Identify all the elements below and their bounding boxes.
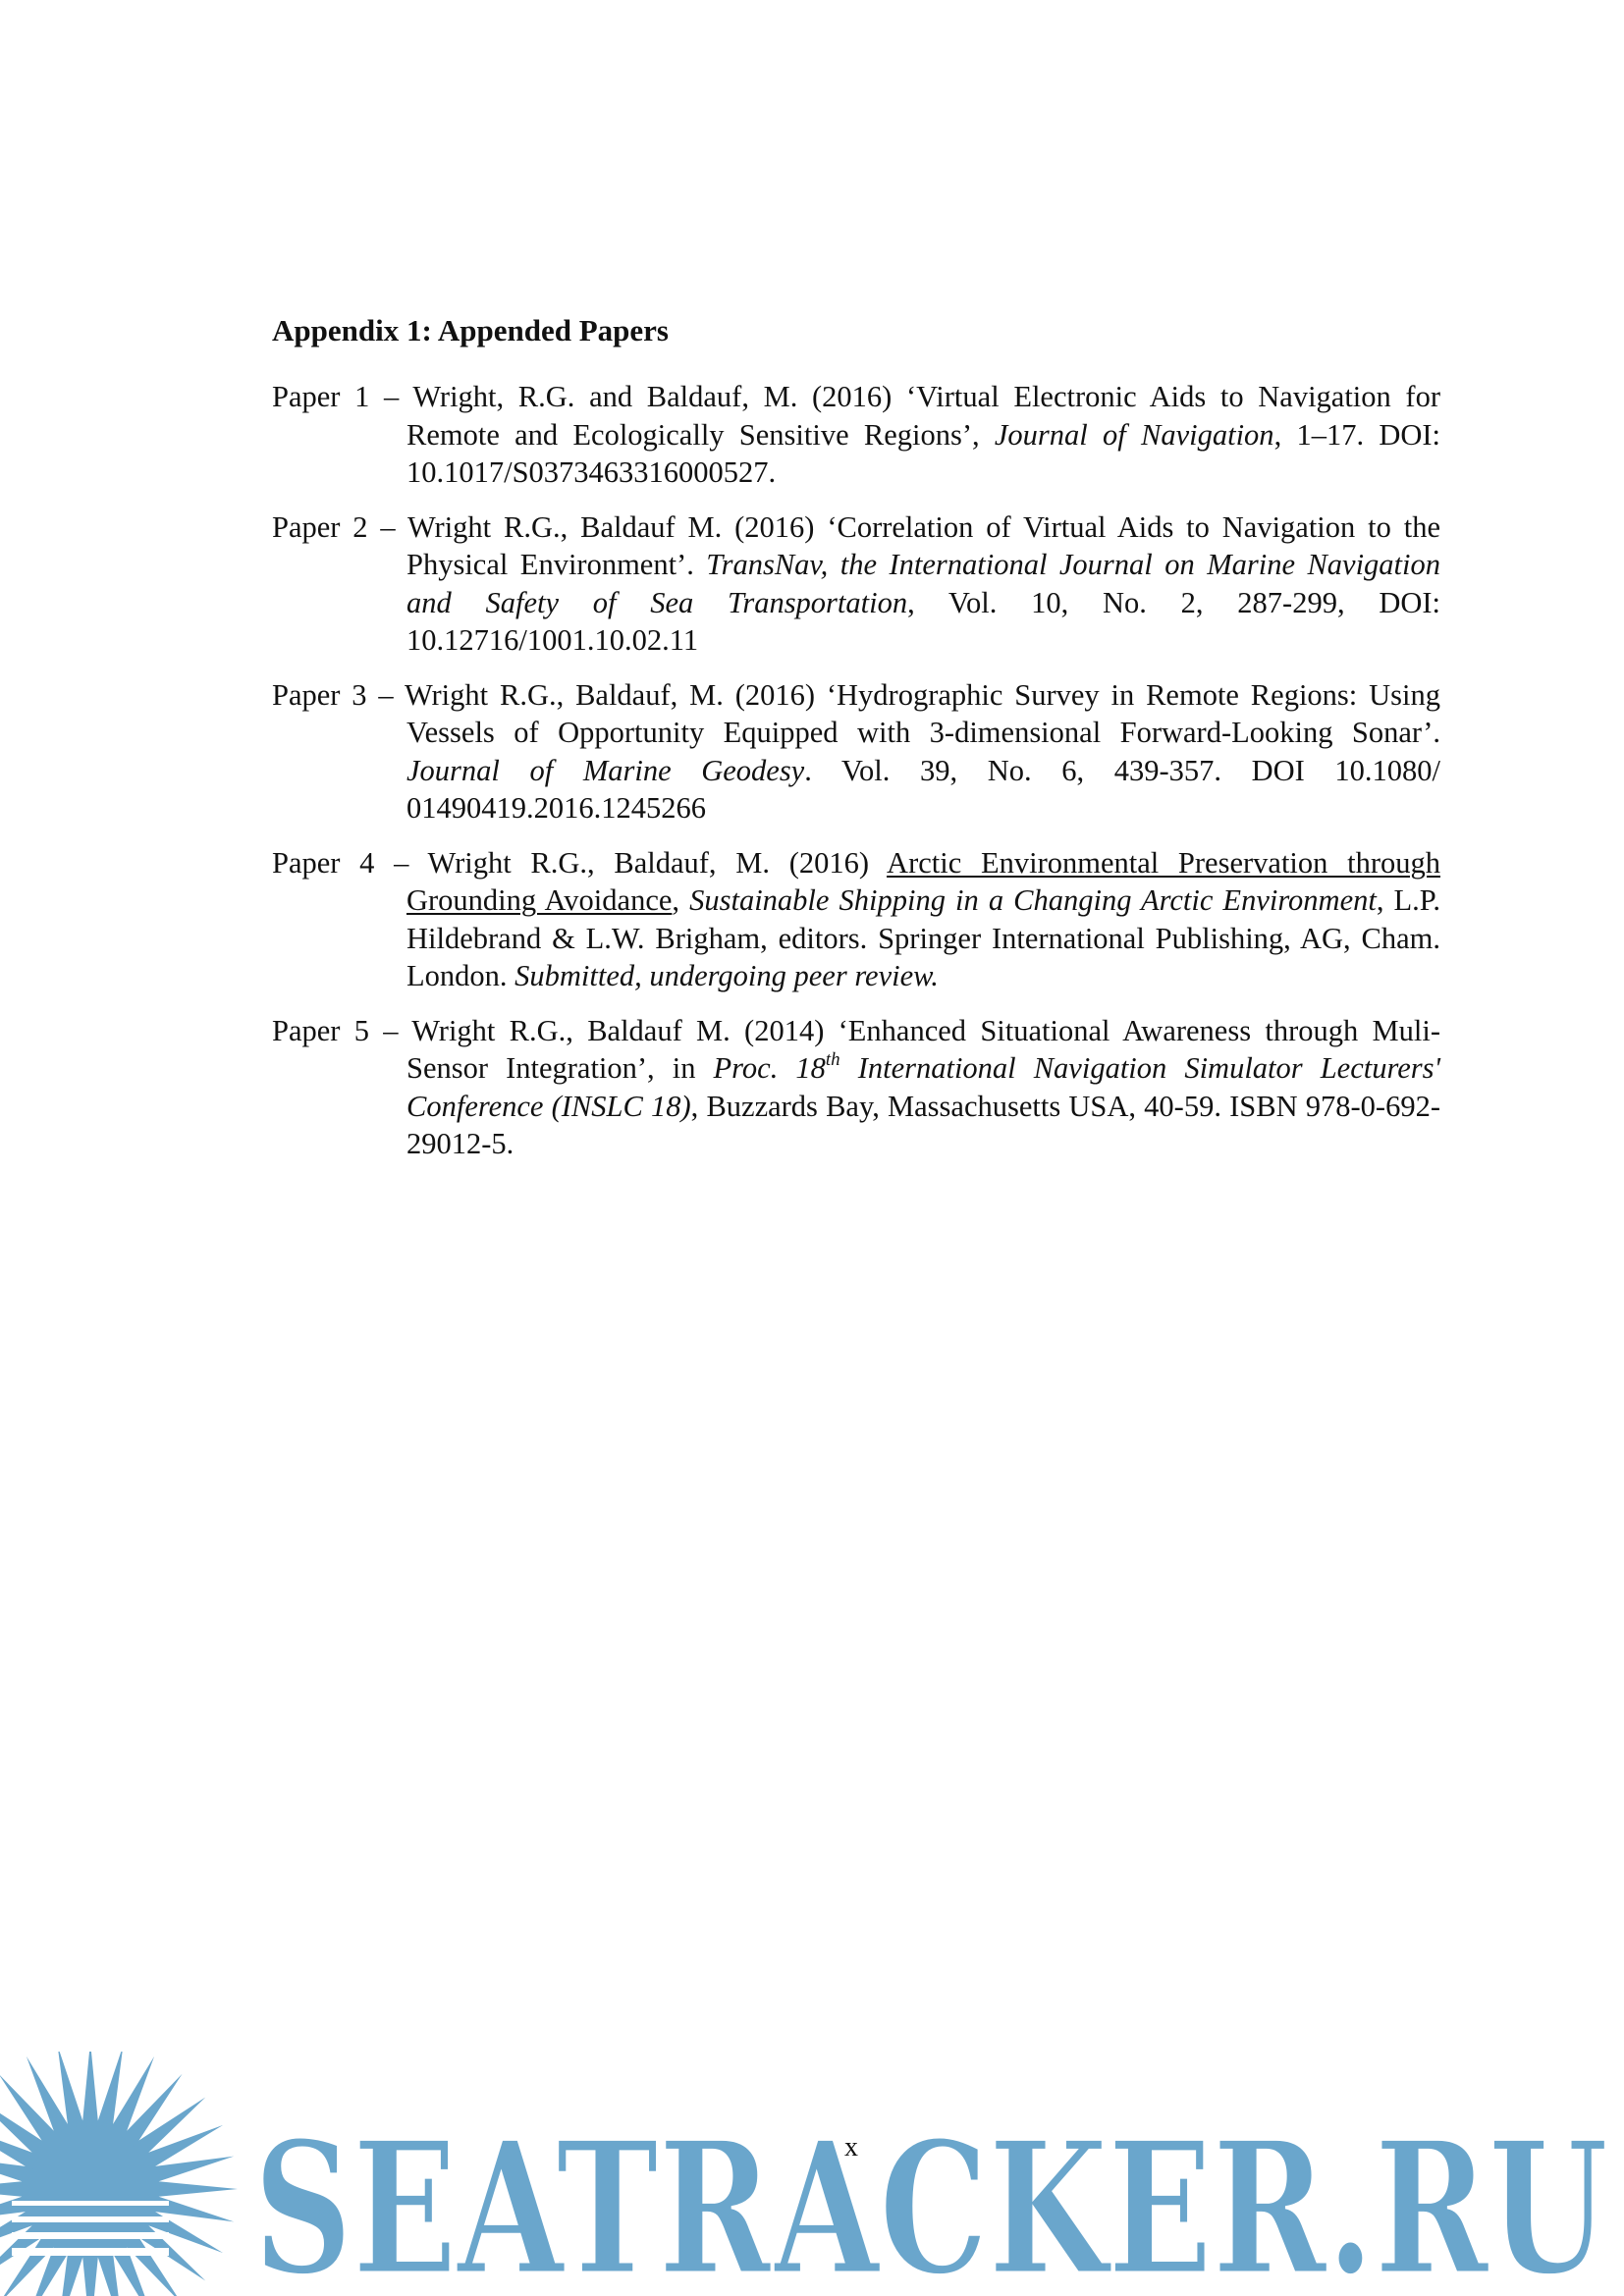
watermark-text: SEATRACKER.RU: [253, 2101, 1608, 2296]
paper-4-title-link[interactable]: Arctic Environmental Preservation through Grounding Avoidance: [406, 845, 1440, 917]
paper-1-details: , 1–17. DOI: 10.1017/S0373463316000527.: [406, 417, 1440, 489]
sun-burst-band: [12, 2248, 169, 2256]
paper-1-citation: Wright, R.G. and Baldauf, M. (2016) ‘Virtual Electronic Aids to Navigation for Remote and Ecologically Sensitive Regions’,: [406, 380, 1440, 452]
paper-2-journal: TransNav, the International Journal on Marine Navigation and Safety of Sea Transportation: [406, 548, 1440, 619]
paper-3-entry: [272, 676, 1440, 828]
paper-4-status: Submitted, undergoing peer review.: [514, 959, 939, 992]
sun-burst-band: [12, 2216, 169, 2222]
paper-2-details: , Vol. 10, No. 2, 287-299, DOI: 10.12716/1001.10.02.11: [406, 585, 1441, 657]
sun-burst-disc: [29, 2128, 151, 2250]
paper-3-journal: Journal of Marine Geodesy: [406, 753, 805, 787]
paper-5-proc: Proc. 18: [713, 1051, 826, 1085]
paper-4-separator: ,: [672, 883, 690, 917]
paper-5-citation: Wright R.G., Baldauf M. (2014) ‘Enhanced Situational Awareness through Muli-Sensor Integration’, in: [406, 1013, 1440, 1085]
paper-1-label: Paper 1 –: [272, 380, 413, 413]
paper-4-label: Paper 4 –: [272, 845, 428, 880]
paper-1-entry: [272, 378, 1440, 492]
paper-5-details: , Buzzards Bay, Massachusetts USA, 40-59. ISBN 978-0-692-29012-5.: [406, 1089, 1440, 1160]
paper-4-citation: Wright R.G., Baldauf, M. (2016): [427, 845, 888, 880]
appendix-heading: Appendix 1: Appended Papers: [272, 313, 669, 347]
watermark: [0, 2052, 1624, 2296]
paper-5-label: Paper 5 –: [272, 1013, 412, 1047]
paper-2-citation: Wright R.G., Baldauf M. (2016) ‘Correlation of Virtual Aids to Navigation to the Physical Environment’.: [406, 509, 1440, 581]
paper-4-entry: [272, 844, 1440, 995]
paper-2-entry: [272, 508, 1440, 660]
paper-3-citation: Wright R.G., Baldauf, M. (2016) ‘Hydrographic Survey in Remote Regions: Using Vessels of Opportunity Equipped with 3-dimensional Forward-Looking Sonar’.: [404, 677, 1440, 749]
sun-burst-band: [12, 2232, 169, 2239]
paper-5-superscript: th: [825, 1048, 840, 1070]
paper-1-journal: Journal of Navigation: [994, 417, 1274, 452]
page-number: x: [844, 2132, 858, 2163]
sun-burst-icon: [0, 2052, 238, 2296]
sun-burst-band: [12, 2201, 169, 2206]
paper-4-book: Sustainable Shipping in a Changing Arctic Environment: [689, 883, 1377, 917]
paper-5-entry: [272, 1012, 1440, 1163]
paper-3-details: . Vol. 39, No. 6, 439-357. DOI 10.1080/ 01490419.2016.1245266: [406, 753, 1440, 825]
paper-4-details: , L.P. Hildebrand & L.W. Brigham, editors. Springer International Publishing, AG, Cham. London.: [406, 883, 1441, 992]
paper-2-label: Paper 2 –: [272, 509, 407, 544]
paper-5-conference: International Navigation Simulator Lecturers' Conference (INSLC 18): [406, 1051, 1441, 1123]
paper-3-label: Paper 3 –: [272, 677, 405, 712]
reference-list: [272, 378, 1440, 1180]
